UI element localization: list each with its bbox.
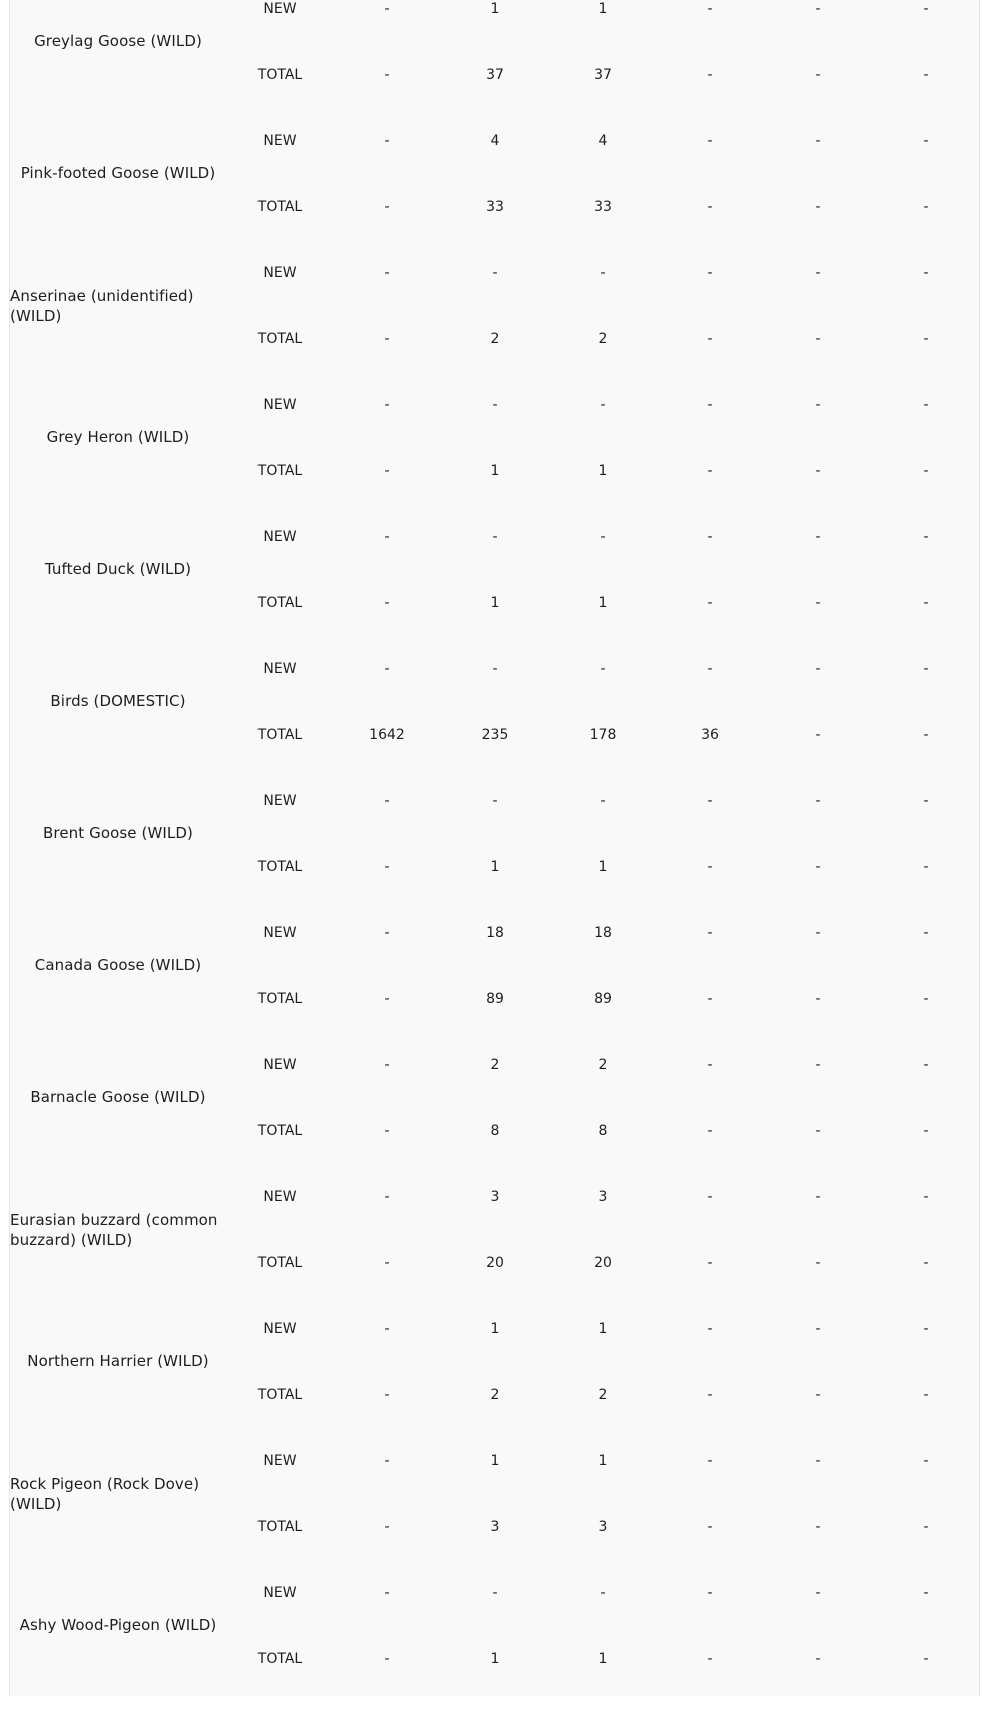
value-cell: 4 — [490, 133, 500, 149]
value-cell: 33 — [486, 199, 504, 215]
species-block — [10, 527, 979, 659]
value-cell: 1 — [598, 859, 608, 875]
value-cell: - — [923, 1057, 929, 1073]
species-name: Greylag Goose (WILD) — [34, 32, 202, 50]
value-cell: - — [384, 1585, 390, 1601]
value-cell: - — [923, 397, 929, 413]
value-cell: 37 — [594, 67, 612, 83]
new-row — [10, 1055, 979, 1075]
value-cell: - — [923, 529, 929, 545]
value-cell: - — [492, 1585, 498, 1601]
value-cell: - — [923, 67, 929, 83]
value-cell: - — [384, 1189, 390, 1205]
value-cell: - — [384, 925, 390, 941]
value-cell: - — [492, 397, 498, 413]
total-row — [10, 1253, 979, 1273]
new-row — [10, 263, 979, 283]
value-cell: - — [384, 529, 390, 545]
value-cell: - — [492, 529, 498, 545]
value-cell: - — [923, 859, 929, 875]
value-cell: 1 — [490, 1, 500, 17]
row-label: NEW — [263, 1321, 297, 1337]
value-cell: - — [384, 991, 390, 1007]
species-name: Eurasian buzzard (common buzzard) (WILD) — [10, 1211, 218, 1249]
row-label: NEW — [263, 661, 297, 677]
value-cell: - — [923, 463, 929, 479]
value-cell: 20 — [594, 1255, 612, 1271]
value-cell: 3 — [490, 1519, 500, 1535]
species-block — [10, 1319, 979, 1451]
value-cell: 89 — [486, 991, 504, 1007]
value-cell: 1 — [598, 1453, 608, 1469]
value-cell: - — [384, 661, 390, 677]
value-cell: 2 — [490, 331, 500, 347]
value-cell: - — [815, 1, 821, 17]
value-cell: - — [384, 1453, 390, 1469]
value-cell: - — [492, 265, 498, 281]
value-cell: - — [815, 1387, 821, 1403]
row-label: TOTAL — [257, 1519, 303, 1535]
value-cell: 2 — [598, 1387, 608, 1403]
row-label: NEW — [263, 397, 297, 413]
value-cell: - — [384, 1123, 390, 1139]
new-row — [10, 0, 979, 19]
value-cell: - — [815, 1189, 821, 1205]
value-cell: - — [815, 727, 821, 743]
value-cell: - — [923, 265, 929, 281]
value-cell: - — [707, 133, 713, 149]
value-cell: - — [923, 661, 929, 677]
row-label: NEW — [263, 133, 297, 149]
species-block — [10, 395, 979, 527]
total-row — [10, 1517, 979, 1537]
value-cell: - — [815, 793, 821, 809]
species-name: Barnacle Goose (WILD) — [30, 1088, 206, 1106]
value-cell: - — [600, 529, 606, 545]
value-cell: - — [707, 1651, 713, 1667]
value-cell: - — [815, 331, 821, 347]
value-cell: - — [707, 595, 713, 611]
value-cell: - — [384, 133, 390, 149]
value-cell: 1 — [490, 595, 500, 611]
row-label: TOTAL — [257, 1123, 303, 1139]
value-cell: - — [384, 397, 390, 413]
value-cell: 3 — [598, 1189, 608, 1205]
value-cell: 1642 — [369, 727, 405, 743]
new-row — [10, 1187, 979, 1207]
row-label: NEW — [263, 793, 297, 809]
value-cell: - — [707, 1519, 713, 1535]
value-cell: - — [815, 1651, 821, 1667]
outbreak-table — [9, 0, 980, 1696]
row-label: TOTAL — [257, 199, 303, 215]
row-label: TOTAL — [257, 1387, 303, 1403]
value-cell: 1 — [490, 859, 500, 875]
value-cell: - — [923, 1585, 929, 1601]
species-block — [10, 263, 979, 395]
value-cell: - — [923, 1, 929, 17]
value-cell: - — [707, 397, 713, 413]
value-cell: - — [707, 1189, 713, 1205]
species-name: Rock Pigeon (Rock Dove) (WILD) — [10, 1475, 200, 1513]
value-cell: - — [384, 331, 390, 347]
value-cell: - — [815, 1123, 821, 1139]
value-cell: 8 — [598, 1123, 608, 1139]
value-cell: - — [923, 1651, 929, 1667]
species-block — [10, 1451, 979, 1583]
value-cell: - — [384, 1, 390, 17]
value-cell: - — [923, 1123, 929, 1139]
row-label: NEW — [263, 1, 297, 17]
value-cell: - — [923, 133, 929, 149]
value-cell: - — [600, 265, 606, 281]
value-cell: - — [815, 595, 821, 611]
value-cell: - — [815, 859, 821, 875]
value-cell: - — [492, 793, 498, 809]
row-label: TOTAL — [257, 331, 303, 347]
value-cell: - — [815, 1057, 821, 1073]
value-cell: - — [384, 199, 390, 215]
value-cell: 4 — [598, 133, 608, 149]
species-block — [10, 1055, 979, 1187]
row-label: TOTAL — [257, 727, 303, 743]
value-cell: - — [923, 1453, 929, 1469]
value-cell: - — [923, 925, 929, 941]
value-cell: - — [707, 67, 713, 83]
new-row — [10, 395, 979, 415]
new-row — [10, 131, 979, 151]
value-cell: - — [815, 991, 821, 1007]
value-cell: 1 — [490, 1321, 500, 1337]
value-cell: - — [923, 1387, 929, 1403]
value-cell: 1 — [598, 595, 608, 611]
value-cell: - — [384, 1651, 390, 1667]
value-cell: - — [707, 1387, 713, 1403]
value-cell: - — [384, 793, 390, 809]
row-label: TOTAL — [257, 67, 303, 83]
value-cell: 36 — [701, 727, 719, 743]
value-cell: 3 — [490, 1189, 500, 1205]
species-name: Ashy Wood-Pigeon (WILD) — [19, 1616, 217, 1634]
value-cell: - — [923, 1519, 929, 1535]
value-cell: 89 — [594, 991, 612, 1007]
value-cell: 1 — [598, 1651, 608, 1667]
value-cell: 18 — [486, 925, 504, 941]
value-cell: - — [707, 1057, 713, 1073]
row-label: TOTAL — [257, 463, 303, 479]
value-cell: - — [600, 793, 606, 809]
value-cell: - — [600, 661, 606, 677]
value-cell: - — [384, 67, 390, 83]
value-cell: - — [707, 331, 713, 347]
value-cell: - — [815, 199, 821, 215]
species-block — [10, 131, 979, 263]
value-cell: - — [923, 1321, 929, 1337]
value-cell: - — [815, 265, 821, 281]
total-row — [10, 65, 979, 85]
value-cell: - — [384, 463, 390, 479]
value-cell: - — [707, 1123, 713, 1139]
value-cell: - — [384, 1321, 390, 1337]
value-cell: 1 — [598, 463, 608, 479]
value-cell: - — [707, 265, 713, 281]
species-name: Tufted Duck (WILD) — [44, 560, 192, 578]
value-cell: - — [815, 1585, 821, 1601]
species-block — [10, 1187, 979, 1319]
total-row — [10, 1121, 979, 1141]
value-cell: 235 — [481, 727, 509, 743]
value-cell: - — [923, 727, 929, 743]
total-row — [10, 1649, 979, 1669]
new-row — [10, 659, 979, 679]
value-cell: - — [384, 859, 390, 875]
row-label: TOTAL — [257, 1255, 303, 1271]
new-row — [10, 791, 979, 811]
total-row — [10, 593, 979, 613]
value-cell: - — [707, 1453, 713, 1469]
value-cell: - — [923, 199, 929, 215]
value-cell: - — [707, 1585, 713, 1601]
value-cell: - — [815, 925, 821, 941]
value-cell: - — [923, 331, 929, 347]
value-cell: 1 — [598, 1, 608, 17]
row-label: TOTAL — [257, 991, 303, 1007]
value-cell: - — [815, 133, 821, 149]
value-cell: - — [707, 1321, 713, 1337]
row-label: TOTAL — [257, 595, 303, 611]
species-block — [10, 659, 979, 791]
value-cell: 1 — [490, 1453, 500, 1469]
species-block — [10, 0, 979, 131]
row-label: NEW — [263, 529, 297, 545]
row-label: NEW — [263, 1057, 297, 1073]
value-cell: - — [815, 463, 821, 479]
value-cell: - — [923, 991, 929, 1007]
row-label: NEW — [263, 925, 297, 941]
species-name: Brent Goose (WILD) — [43, 824, 193, 842]
value-cell: - — [384, 1057, 390, 1073]
value-cell: - — [707, 1, 713, 17]
total-row — [10, 857, 979, 877]
value-cell: - — [707, 925, 713, 941]
value-cell: 20 — [486, 1255, 504, 1271]
value-cell: - — [815, 67, 821, 83]
value-cell: 2 — [490, 1387, 500, 1403]
value-cell: - — [384, 595, 390, 611]
value-cell: - — [384, 1519, 390, 1535]
species-name: Anserinae (unidentified) (WILD) — [10, 287, 194, 325]
value-cell: - — [815, 397, 821, 413]
value-cell: - — [707, 991, 713, 1007]
value-cell: - — [384, 265, 390, 281]
total-row — [10, 1385, 979, 1405]
value-cell: 2 — [490, 1057, 500, 1073]
species-name: Canada Goose (WILD) — [34, 956, 202, 974]
row-label: NEW — [263, 1453, 297, 1469]
value-cell: - — [815, 529, 821, 545]
row-label: NEW — [263, 265, 297, 281]
row-label: NEW — [263, 1189, 297, 1205]
value-cell: - — [815, 1255, 821, 1271]
species-block — [10, 1583, 979, 1715]
row-label: TOTAL — [257, 859, 303, 875]
value-cell: - — [600, 1585, 606, 1601]
species-name: Northern Harrier (WILD) — [27, 1352, 209, 1370]
value-cell: 33 — [594, 199, 612, 215]
value-cell: 1 — [490, 1651, 500, 1667]
species-name: Pink-footed Goose (WILD) — [20, 164, 216, 182]
value-cell: - — [815, 1453, 821, 1469]
species-block — [10, 791, 979, 923]
value-cell: - — [923, 793, 929, 809]
value-cell: 2 — [598, 1057, 608, 1073]
value-cell: - — [707, 463, 713, 479]
value-cell: 37 — [486, 67, 504, 83]
value-cell: - — [815, 661, 821, 677]
value-cell: 178 — [589, 727, 617, 743]
value-cell: 1 — [490, 463, 500, 479]
total-row — [10, 461, 979, 481]
total-row — [10, 329, 979, 349]
total-row — [10, 197, 979, 217]
value-cell: - — [815, 1519, 821, 1535]
new-row — [10, 527, 979, 547]
new-row — [10, 1319, 979, 1339]
row-label: NEW — [263, 1585, 297, 1601]
new-row — [10, 923, 979, 943]
value-cell: 1 — [598, 1321, 608, 1337]
value-cell: - — [923, 1255, 929, 1271]
value-cell: - — [707, 1255, 713, 1271]
new-row — [10, 1583, 979, 1603]
value-cell: - — [707, 661, 713, 677]
value-cell: - — [600, 397, 606, 413]
row-label: TOTAL — [257, 1651, 303, 1667]
value-cell: - — [707, 199, 713, 215]
value-cell: 8 — [490, 1123, 500, 1139]
new-row — [10, 1451, 979, 1471]
value-cell: - — [923, 1189, 929, 1205]
species-block — [10, 923, 979, 1055]
value-cell: - — [384, 1255, 390, 1271]
value-cell: 2 — [598, 331, 608, 347]
value-cell: - — [384, 1387, 390, 1403]
value-cell: - — [707, 793, 713, 809]
value-cell: - — [815, 1321, 821, 1337]
species-name: Grey Heron (WILD) — [46, 428, 190, 446]
value-cell: - — [923, 595, 929, 611]
value-cell: - — [707, 859, 713, 875]
value-cell: 3 — [598, 1519, 608, 1535]
total-row — [10, 725, 979, 745]
value-cell: - — [707, 529, 713, 545]
total-row — [10, 989, 979, 1009]
value-cell: 18 — [594, 925, 612, 941]
species-name: Birds (DOMESTIC) — [50, 692, 186, 710]
value-cell: - — [492, 661, 498, 677]
